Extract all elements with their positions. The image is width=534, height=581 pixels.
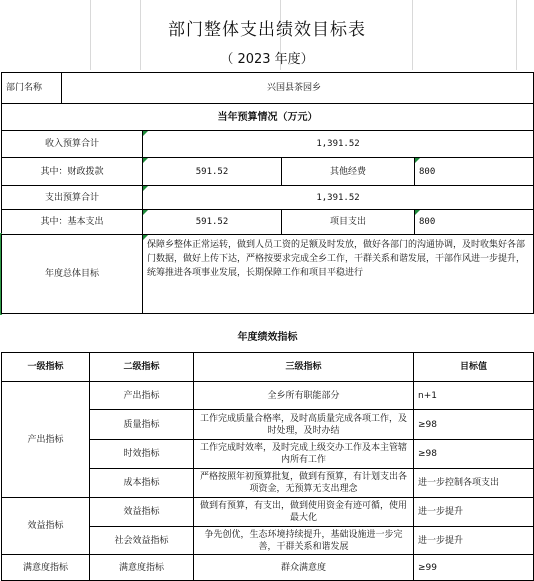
level3-cell[interactable]: 全乡所有职能部分 bbox=[193, 381, 414, 410]
col-header-level3: 三级指标 bbox=[193, 352, 414, 382]
target-cell[interactable]: 进一步提升 bbox=[413, 526, 534, 555]
col-header-level1: 一级指标 bbox=[1, 352, 90, 382]
level1-benefit[interactable]: 效益指标 bbox=[1, 497, 90, 555]
level2-cell[interactable]: 产出指标 bbox=[89, 381, 194, 410]
level3-cell[interactable]: 做到有预算，有支出，做到使用资金有迹可循，使用最大化 bbox=[193, 497, 414, 527]
dept-value[interactable]: 兴国县茶园乡 bbox=[61, 72, 534, 104]
income-total-label[interactable]: 收入预算合计 bbox=[1, 130, 143, 158]
level3-cell[interactable]: 工作完成质量合格率，及时高质量完成各项工作，及时处理，及时办结 bbox=[193, 409, 414, 440]
annual-goal-text[interactable]: 保障乡整体正常运转，做到人员工资的足额及时发放，做好各部门的沟通协调，及时收集好各部门数据，做好上传下达，严格按要求完成全乡工作，干群关系和谐发展，干部作风进一步提升，统筹推进各项事业发展，长期保障工作和项目平稳进行 bbox=[142, 234, 534, 314]
target-cell[interactable]: n+1 bbox=[413, 381, 534, 410]
other-funds-label[interactable]: 其他经费 bbox=[281, 157, 415, 186]
project-expense-label[interactable]: 项目支出 bbox=[281, 209, 415, 235]
level3-cell[interactable]: 严格按照年初预算批复，做到有预算，有计划支出各项资金，无预算无支出理念 bbox=[193, 468, 414, 498]
level3-cell[interactable]: 争先创优，生态环境持续提升，基础设施进一步完善，干群关系和谐发展 bbox=[193, 526, 414, 555]
level1-satisfaction[interactable]: 满意度指标 bbox=[1, 554, 90, 581]
col-header-level2: 二级指标 bbox=[89, 352, 194, 382]
level3-cell[interactable]: 群众满意度 bbox=[193, 554, 414, 581]
fiscal-value[interactable]: 591.52 bbox=[142, 157, 282, 186]
expense-total-value[interactable]: 1,391.52 bbox=[142, 185, 534, 210]
level2-cell[interactable]: 满意度指标 bbox=[89, 554, 194, 581]
performance-header: 年度绩效指标 bbox=[237, 331, 298, 343]
target-cell[interactable]: 进一步提升 bbox=[413, 497, 534, 527]
table-title: 部门整体支出绩效目标表 bbox=[168, 19, 366, 40]
basic-expense-label[interactable]: 其中：基本支出 bbox=[1, 209, 143, 235]
expense-total-label[interactable]: 支出预算合计 bbox=[1, 185, 143, 210]
fiscal-label[interactable]: 其中：财政拨款 bbox=[1, 157, 143, 186]
dept-label[interactable]: 部门名称 bbox=[1, 72, 62, 104]
project-expense-value[interactable]: 800 bbox=[414, 209, 534, 235]
target-cell[interactable]: 进一步控制各项支出 bbox=[413, 468, 534, 498]
level2-cell[interactable]: 效益指标 bbox=[89, 497, 194, 527]
target-cell[interactable]: ≥98 bbox=[413, 439, 534, 469]
col-header-target: 目标值 bbox=[413, 352, 534, 382]
level2-cell[interactable]: 成本指标 bbox=[89, 468, 194, 498]
level3-cell[interactable]: 工作完成时效率，及时完成上级交办工作及本主管辖内所有工作 bbox=[193, 439, 414, 469]
budget-header: 当年预算情况（万元） bbox=[1, 103, 534, 131]
target-cell[interactable]: ≥99 bbox=[413, 554, 534, 581]
level1-output[interactable]: 产出指标 bbox=[1, 381, 90, 498]
annual-goal-label[interactable]: 年度总体目标 bbox=[1, 234, 143, 314]
income-total-value[interactable]: 1,391.52 bbox=[142, 130, 534, 158]
level2-cell[interactable]: 社会效益指标 bbox=[89, 526, 194, 555]
level2-cell[interactable]: 时效指标 bbox=[89, 439, 194, 469]
target-cell[interactable]: ≥98 bbox=[413, 409, 534, 440]
basic-expense-value[interactable]: 591.52 bbox=[142, 209, 282, 235]
year-label: （ 2023 年度） bbox=[220, 51, 314, 67]
other-funds-value[interactable]: 800 bbox=[414, 157, 534, 186]
level2-cell[interactable]: 质量指标 bbox=[89, 409, 194, 440]
